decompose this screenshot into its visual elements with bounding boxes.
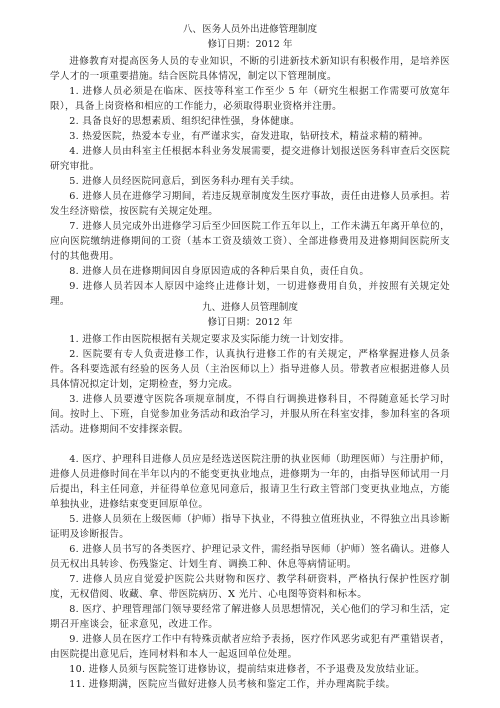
list-item: 2. 具备良好的思想素质、组织纪律性强，身体健康。 <box>69 116 300 127</box>
list-item: 6. 进修人员书写的各类医疗、护理记录文件，需经指导医师（护师）签名确认。进修人员无权出具转诊、伤残鉴定、计划生育、调换工种、休息等病情证明。 <box>50 544 450 570</box>
section-title: 八、医务人员外出进修管理制度 <box>182 24 318 35</box>
revision-date: 修订日期：2012 年 <box>207 317 293 328</box>
list-item: 8. 医疗、护理管理部门领导要经常了解进修人员思想情况，关心他们的学习和生活，定期召开座谈会，征求意见，改进工作。 <box>50 604 450 630</box>
list-item: 3. 热爱医院，热爱本专业，有严谨求实，奋发进取，钻研技术，精益求精的精神。 <box>69 131 429 142</box>
intro-paragraph: 进修教育对提高医务人员的专业知识，不断的引进新技术新知识有积极作用，是培养医学人才的一项重要措施。结合医院具体情况，制定以下管理制度。 <box>50 56 450 82</box>
section-title: 九、进修人员管理制度 <box>202 302 298 313</box>
revision-date: 修订日期：2012 年 <box>207 39 293 50</box>
list-item: 10. 进修人员须与医院签订进修协议，提前结束进修者，不予退费及发放结业证。 <box>69 664 426 675</box>
list-item: 1. 进修工作由医院根据有关规定要求及实际能力统一计划安排。 <box>69 334 350 345</box>
list-item: 1. 进修人员必须是在临床、医技等科室工作至少 5 年（研究生根据工作需要可放宽年限），具备上岗资格和相应的工作能力，必须取得职业资格并注册。 <box>50 86 450 112</box>
list-item: 9. 进修人员在医疗工作中有特殊贡献者应给予表扬，医疗作风恶劣或犯有严重错误者，由医院提出意见后，连同材料和本人一起返回单位处理。 <box>50 634 450 660</box>
list-item: 7. 进修人员完成外出进修学习后至少回医院工作五年以上，工作未满五年离开单位的，应向医院缴纳进修期间的工资（基本工资及绩效工资）、全部进修费用及进修期间医院所支付的其他费用。 <box>50 221 450 262</box>
list-item: 9. 进修人员若因本人原因中途终止进修计划，一切进修费用自负，并按照有关规定处理。 <box>50 281 450 307</box>
section-trainee-management <box>50 300 450 692</box>
list-item: 7. 进修人员应自觉爱护医院公共财物和医疗、教学科研资料，严格执行保护性医疗制度，无权借阅、收藏、拿、带医院病历、X 光片、心电图等资料和标本。 <box>50 574 450 600</box>
list-item: 5. 进修人员经医院同意后，到医务科办理有关手续。 <box>69 176 300 187</box>
list-item: 2. 医院要有专人负责进修工作，认真执行进修工作的有关规定，严格掌握进修人员条件。各科要选派有经验的医务人员（主治医师以上）指导进修人员。带教者应根据进修人员具体情况拟定计划，定期检查，努力完成。 <box>50 349 450 390</box>
list-item: 4. 进修人员由科室主任根据本科业务发展需要，提交进修计划报送医务科审查后交医院研究审批。 <box>50 146 450 172</box>
list-item: 3. 进修人员要遵守医院各项规章制度，不得自行调换进修科目，不得随意延长学习时间。按时上、下班，自觉参加业务活动和政治学习，并服从所在科室安排，参加科室的各项活动。进修期间不安排探亲假。 <box>50 394 450 435</box>
list-item: 5. 进修人员须在上级医师（护师）指导下执业，不得独立值班执业，不得独立出具诊断证明及诊断报告。 <box>50 514 450 540</box>
section-outbound-training <box>50 22 450 309</box>
paragraph-spacer <box>50 437 450 452</box>
list-item: 8. 进修人员在进修期间因自身原因造成的各种后果自负，责任自负。 <box>69 266 370 277</box>
list-item: 11. 进修期满，医院应当做好进修人员考核和鉴定工作，并办理离院手续。 <box>69 679 396 690</box>
list-item: 4. 医疗、护理科目进修人员应是经选送医院注册的执业医师（助理医师）与注册护师，进修人员进修时间在半年以内的不能变更执业地点，进修期为一年的，由指导医师试用一月后提出，科主任同意，并征得单位意见同意后，报请卫生行政主管部门变更执业地点，方能单独执业，进修结束变更回原单位。 <box>50 454 450 510</box>
list-item: 6. 进修人员在进修学习期间，若违反规章制度发生医疗事故，责任由进修人员承担。若发生经济赔偿，按医院有关规定处理。 <box>50 191 450 217</box>
